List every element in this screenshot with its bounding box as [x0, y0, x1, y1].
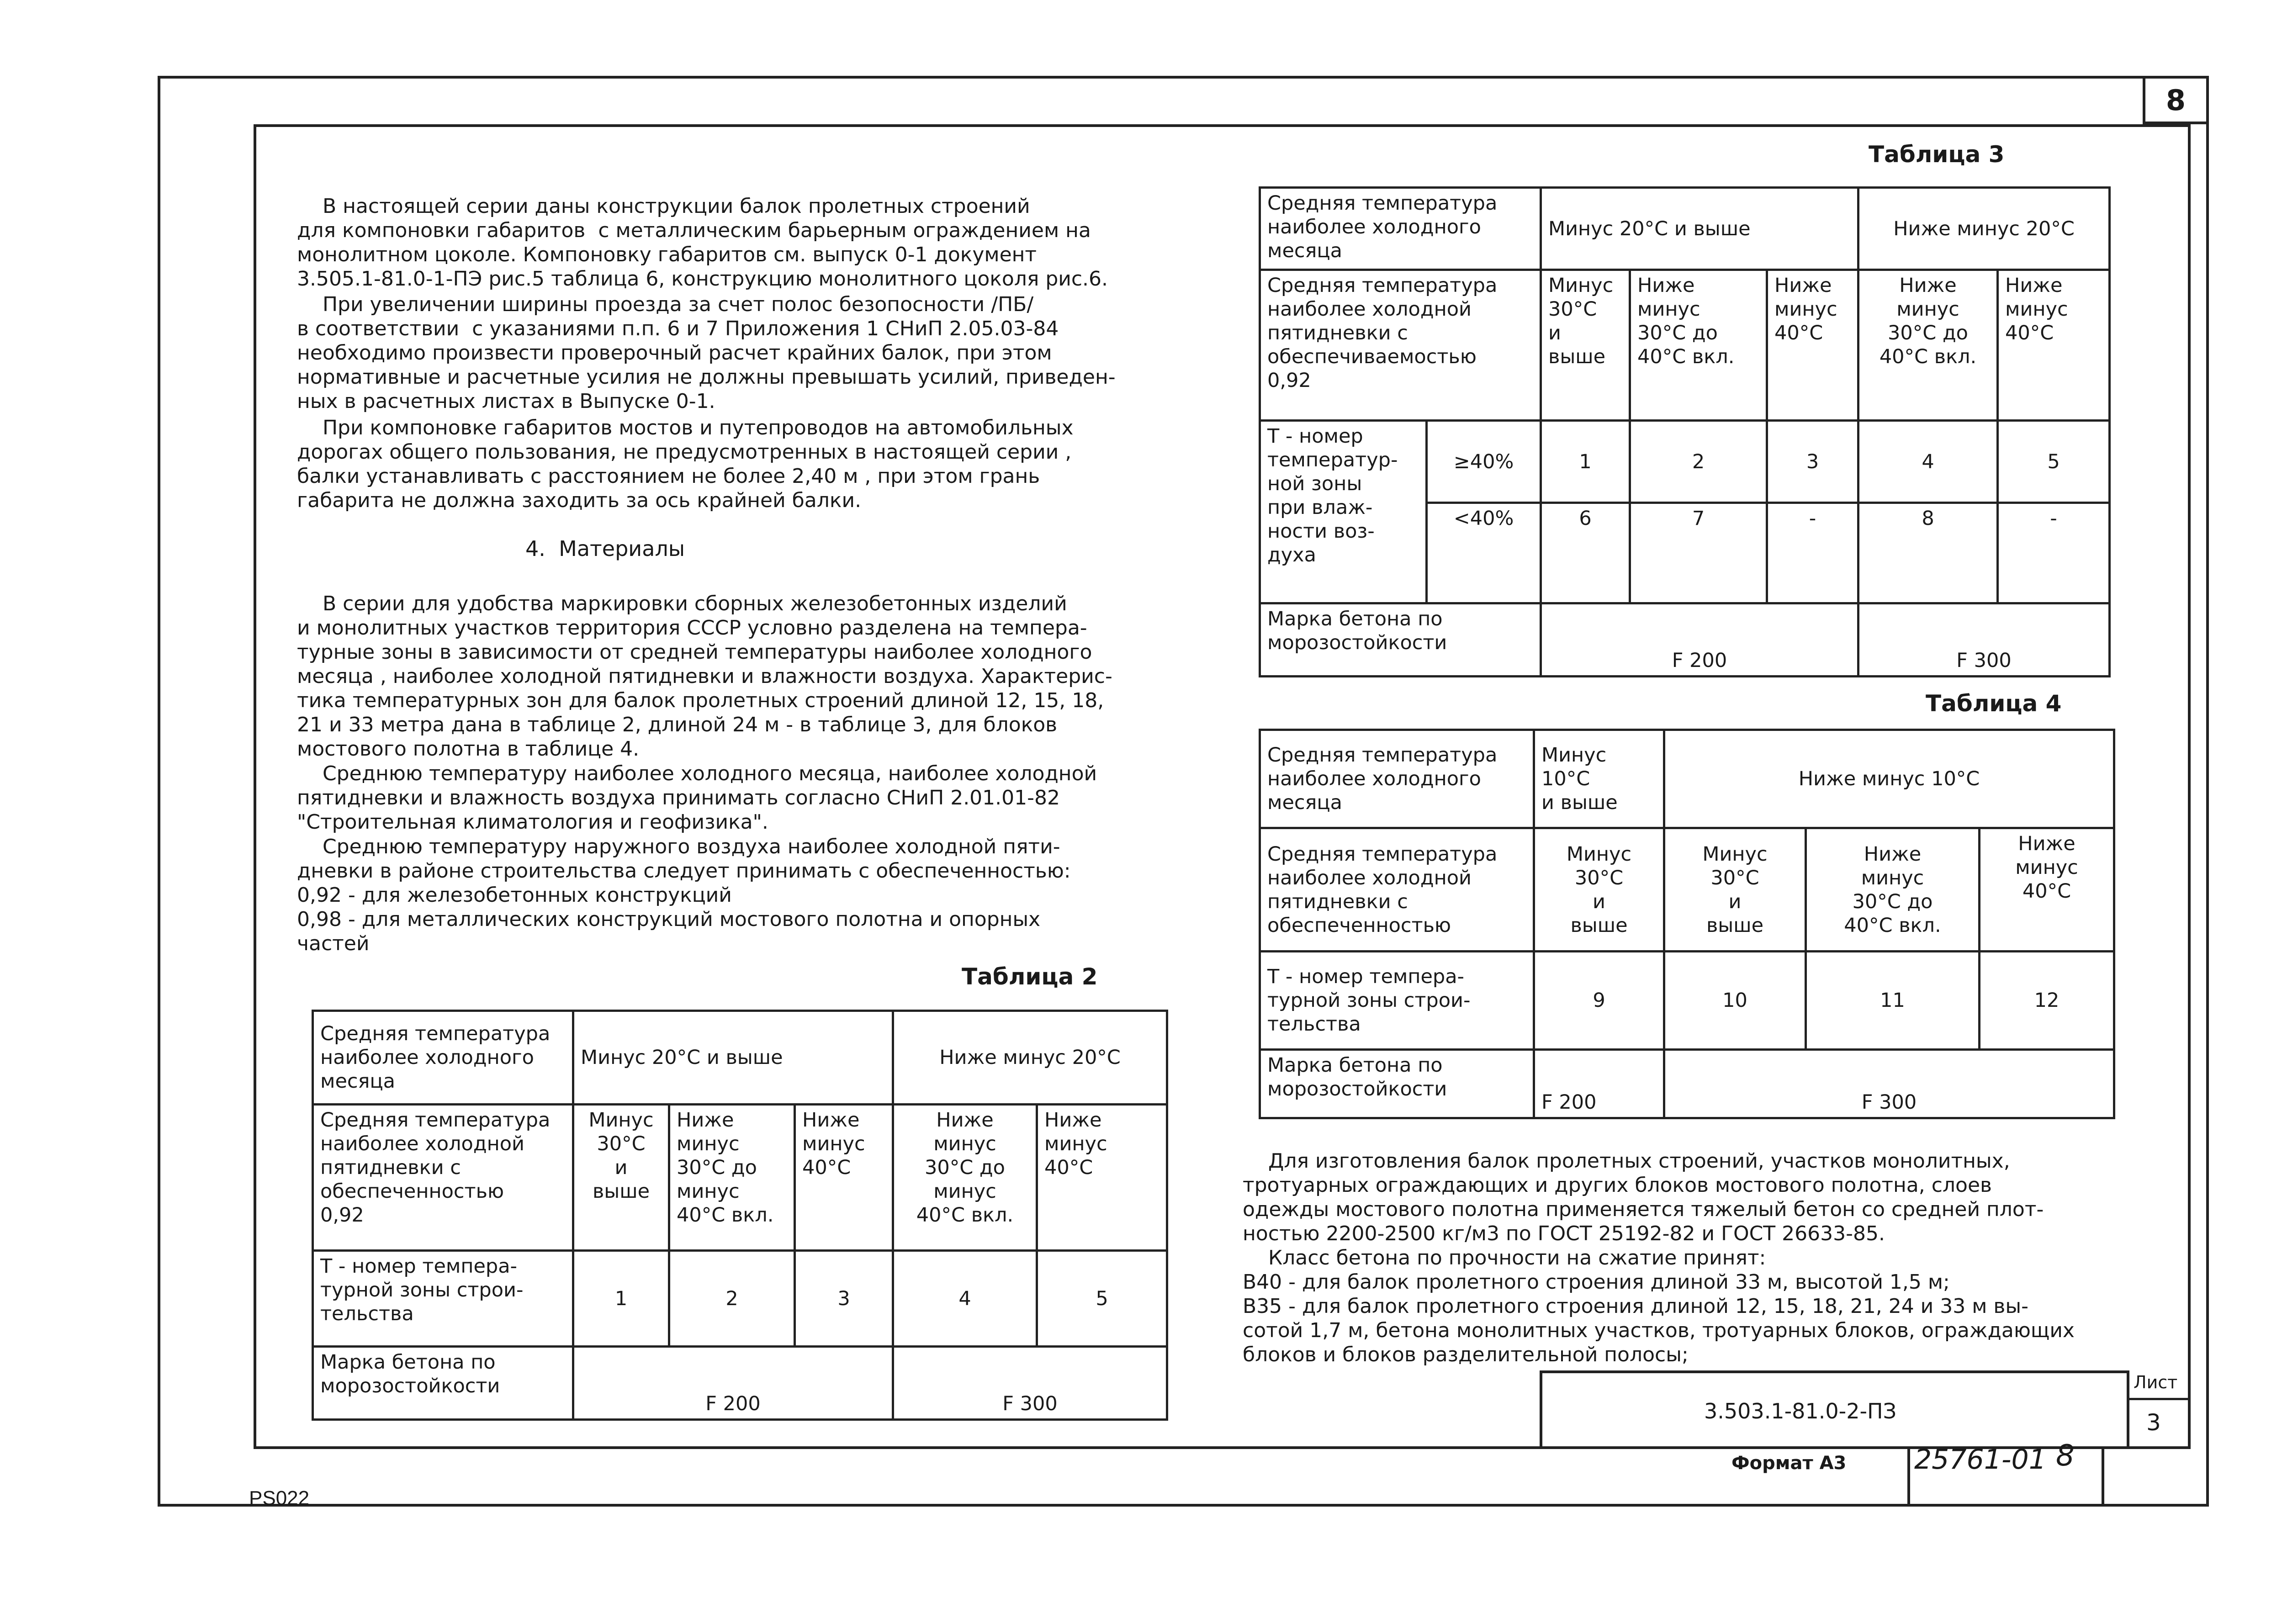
table4-header-label: Средняя температура наиболее холодного месяца — [1260, 730, 1534, 828]
concrete-class-paragraph: Класс бетона по прочности на сжатие принят: В40 - для балок пролетного строения длиной 33 м, высотой 1,5 м; В35 - для балок пролетного строения длиной 12, 15, 18, 21, 24 и 33 м вы- сотой 1,7 м, бетона монолитных участков, тротуарных блоков, ограждающих блоков и блоков разделительной полосы; — [1243, 1246, 2075, 1366]
table4 — [1259, 729, 2115, 1119]
table3-humidity-low: <40% — [1427, 503, 1541, 603]
table2-grade-f300: F 300 — [893, 1347, 1167, 1420]
table3-cell: Ниже минус 30°С до 40°С вкл. — [1858, 270, 1998, 421]
table3-header-label: Средняя температура наиболее холодного месяца — [1260, 188, 1541, 270]
table4-group-above10: Минус 10°С и выше — [1534, 730, 1664, 828]
table2-grade-f200: F 200 — [573, 1347, 893, 1420]
table2-zone: 5 — [1037, 1251, 1167, 1347]
table3-cell: Ниже минус 40°С — [1767, 270, 1858, 421]
table3-grade-f300: F 300 — [1858, 603, 2110, 677]
table4-row4-label: Марка бетона по морозостойкости — [1260, 1050, 1534, 1118]
table2-cell: Ниже минус 30°С до минус 40°С вкл. — [669, 1105, 795, 1251]
table4-cell: Ниже минус 30°С до 40°С вкл. — [1806, 828, 1980, 952]
sheet-corner-number: 8 — [2143, 76, 2209, 124]
table2-zone: 2 — [669, 1251, 795, 1347]
table2-cell: Ниже минус 40°С — [795, 1105, 893, 1251]
table3-zone: 7 — [1630, 503, 1767, 603]
section-heading-materials: 4. Материалы — [525, 536, 685, 561]
table3 — [1259, 186, 2111, 677]
table3-zone: - — [1998, 503, 2110, 603]
table4-cell: Минус 30°С и выше — [1534, 828, 1664, 952]
table3-grade-f200: F 200 — [1541, 603, 1858, 677]
stamp-divider — [1540, 1370, 2129, 1373]
table3-row2-label: Средняя температура наиболее холодной пятидневки с обеспечиваемостью 0,92 — [1260, 270, 1541, 421]
table3-zone: 3 — [1767, 421, 1858, 503]
table2-row3-label: Т - номер темпера- турной зоны строи- тельства — [313, 1251, 573, 1347]
table3-zone: 4 — [1858, 421, 1998, 503]
table3-zone: 1 — [1541, 421, 1630, 503]
table4-group-below10: Ниже минус 10°С — [1664, 730, 2114, 828]
table4-grade-f200: F 200 — [1534, 1050, 1664, 1118]
table3-group-below20: Ниже минус 20°С — [1858, 188, 2110, 270]
stamp-divider — [2127, 1398, 2191, 1400]
table2-group-below20: Ниже минус 20°С — [893, 1011, 1167, 1105]
table3-row3-label: Т - номер температур- ной зоны при влаж- ности воз- духа — [1260, 421, 1427, 603]
table4-row3-label: Т - номер темпера- турной зоны строи- тельства — [1260, 952, 1534, 1050]
table3-row4-label: Марка бетона по морозостойкости — [1260, 603, 1541, 677]
table3-zone: 6 — [1541, 503, 1630, 603]
intro-paragraph: В настоящей серии даны конструкции балок пролетных строений для компоновки габаритов с металлическим барьерным ограждением на монолитном цоколе. Компоновку габаритов см. выпуск 0-1 документ 3.505.1-81.0-1-ПЭ рис.5 таблица 6, конструкцию монолитного цоколя рис.6. — [297, 195, 1108, 291]
strip-divider — [2102, 1449, 2104, 1507]
table4-cell: Минус 30°С и выше — [1664, 828, 1806, 952]
table4-zone: 9 — [1534, 952, 1664, 1050]
table3-humidity-high: ≥40% — [1427, 421, 1541, 503]
sheet-label: Лист — [2134, 1372, 2178, 1392]
table4-zone: 10 — [1664, 952, 1806, 1050]
table2-zone: 1 — [573, 1251, 669, 1347]
table3-group-above20: Минус 20°С и выше — [1541, 188, 1858, 270]
document-code: 3.503.1-81.0-2-ПЗ — [1704, 1399, 1897, 1423]
temperature-zones-paragraph: В серии для удобства маркировки сборных железобетонных изделий и монолитных участков территория СССР условно разделена на темпера- турные зоны в зависимости от средней температуры наиболее холодного месяца , наиболее холодной пятидневки и влажности воздуха. Характерис- тика температурных зон для балок пролетных строений длиной 12, 15, 18, 21 и 33 метра дана в таблице 2, длиной 24 м - в таблице 3, для блоков мостового полотна в таблице 4. — [297, 592, 1112, 761]
table4-caption: Таблица 4 — [1926, 690, 2062, 717]
table3-cell: Минус 30°С и выше — [1541, 270, 1630, 421]
footer-code: PS022 — [249, 1487, 310, 1509]
table3-zone: - — [1767, 503, 1858, 603]
table3-zone: 8 — [1858, 503, 1998, 603]
table4-row2-label: Средняя температура наиболее холодной пятидневки с обеспеченностью — [1260, 828, 1534, 952]
table2-group-above20: Минус 20°С и выше — [573, 1011, 893, 1105]
table4-zone: 12 — [1980, 952, 2114, 1050]
table3-cell: Ниже минус 40°С — [1998, 270, 2110, 421]
stamp-divider — [1540, 1370, 1542, 1449]
climate-source-paragraph: Среднюю температуру наиболее холодного месяца, наиболее холодной пятидневки и влажность воздуха принимать согласно СНиП 2.01.01-82 "Строительная климатология и геофизика". — [297, 762, 1097, 834]
table2-row4-label: Марка бетона по морозостойкости — [313, 1347, 573, 1420]
table3-zone: 2 — [1630, 421, 1767, 503]
table2-cell: Ниже минус 40°С — [1037, 1105, 1167, 1251]
concrete-paragraph: Для изготовления балок пролетных строений, участков монолитных, тротуарных ограждающих и других блоков мостового полотна, слоев одежды мостового полотна применяется тяжелый бетон со средней плот- ностью 2200-2500 кг/м3 по ГОСТ 25192-82 и ГОСТ 26633-85. — [1243, 1149, 2044, 1245]
inventory-number: 25761-01 — [1914, 1444, 2046, 1476]
table3-zone: 5 — [1998, 421, 2110, 503]
table3-cell: Ниже минус 30°С до 40°С вкл. — [1630, 270, 1767, 421]
table2-zone: 3 — [795, 1251, 893, 1347]
provision-paragraph: Среднюю температуру наружного воздуха наиболее холодной пяти- дневки в районе строительства следует принимать с обеспеченностью: 0,92 - для железобетонных конструкций 0,98 - для металлических конструкций мостового полотна и опорных частей — [297, 835, 1071, 955]
table2-cell: Минус 30°С и выше — [573, 1105, 669, 1251]
table2 — [312, 1010, 1168, 1421]
table2-header-label: Средняя температура наиболее холодного месяца — [313, 1011, 573, 1105]
stamp-divider — [2127, 1370, 2129, 1449]
table4-zone: 11 — [1806, 952, 1980, 1050]
table2-zone: 4 — [893, 1251, 1037, 1347]
table4-cell: Ниже минус 40°С — [1980, 828, 2114, 952]
table2-row2-label: Средняя температура наиболее холодной пятидневки с обеспеченностью 0,92 — [313, 1105, 573, 1251]
table2-cell: Ниже минус 30°С до минус 40°С вкл. — [893, 1105, 1037, 1251]
format-label: Формат А3 — [1731, 1453, 1847, 1474]
strip-divider — [1907, 1449, 1910, 1507]
table2-caption: Таблица 2 — [962, 963, 1098, 990]
table3-caption: Таблица 3 — [1869, 141, 2005, 168]
lane-width-paragraph: При увеличении ширины проезда за счет полос безопосности /ПБ/ в соответствии с указаниями п.п. 6 и 7 Приложения 1 СНиП 2.05.03-84 необходимо произвести проверочный расчет крайних балок, при этом нормативные и расчетные усилия не должны превышать усилий, приведен- ных в расчетных листах в Выпуске 0-1. — [297, 293, 1116, 413]
inventory-sheet: 8 — [2056, 1439, 2075, 1473]
layout-paragraph: При компоновке габаритов мостов и путепроводов на автомобильных дорогах общего пользования, не предусмотренных в настоящей серии , балки устанавливать с расстоянием не более 2,40 м , при этом грань габарита не должна заходить за ось крайней балки. — [297, 416, 1074, 512]
sheet-number: 3 — [2146, 1409, 2161, 1436]
table4-grade-f300: F 300 — [1664, 1050, 2114, 1118]
